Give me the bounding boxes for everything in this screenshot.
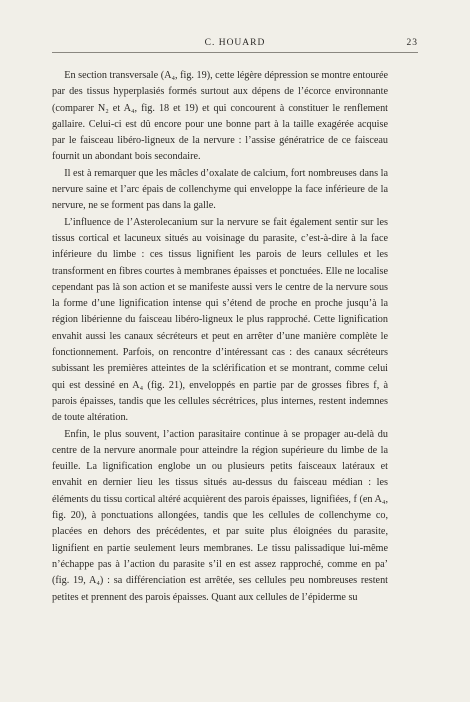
body-text [52, 68, 388, 606]
running-header [52, 38, 418, 53]
paragraph: En section transversale (A₄, fig. 19), cette légère dépression se montre entourée par des tissus hyperplasiés formés surtout aux dépens de l’écorce environnante (comparer N₂ et A₄, fig. 18 et 19) et qui concourent à constituer le renflement gallaire. Celui-ci est dû encore pour une bonne part à la taille exagérée acquise par le faisceau libéro-ligneux de la nervure : l’assise génératrice de ce faisceau fournit un abondant bois secondaire. [52, 70, 389, 163]
paragraph: Enfin, le plus souvent, l’action parasitaire continue à se propager au-delà du centre de la nervure anormale pour atteindre la région supérieure du limbe de la feuille. La lignification englobe un ou plusieurs petits faisceaux latéraux et envahit en dernier lieu les tissus situés au-dessus du faisceau médian : les éléments du tissu cortical altéré acquièrent des parois épaisses, lignifiées, f (en A₄, fig. 20), à ponctuations allongées, tandis que les cellules de collenchyme co, placées en dehors des précédentes, et par suite plus éloignées du parasite, lignifient en partie seulement leurs membranes. Le tissu palissadique lui-même n’échappe pas à l’action du parasite s’il en est assez rapproché, comme en pa’ (fig. 19, A₄) : sa différenciation est arrêtée, ses cellules peu nombreuses restent petites et prennent des parois épaisses. Quant aux cellules de l’épiderme su [52, 428, 388, 603]
paragraph: L’influence de l’Asterolecanium sur la nervure se fait également sentir sur les tissus cortical et lacuneux situés au voisinage du parasite, c’est-à-dire à la face inférieure du limbe : ces tissus lignifient les parois de leurs cellules et les transforment en fibres courtes à membranes épaisses et ponctuées. Elle ne localise cependant pas là son action et se manifeste aussi vers le centre de la nervure sous la forme d’une lignification intense qui s’étend de proche en proche jusqu’à la région libérienne du faisceau libéro-ligneux le plus rapproché. Cette lignification envahit aussi les canaux sécréteurs et peut en arrêter d’une manière complète le fonctionnement. Parfois, on rencontre d’intéressant cas : des canaux sécréteurs subissant les premières atteintes de la sclérification et se montrant, comme celui qui est dessiné en A₄ (fig. 21), enveloppés en partie par de grosses fibres f, à parois épaisses, tandis que les cellules sécrétrices, plus internes, restent indemnes de toute altération. [52, 216, 388, 424]
running-title: C. HOUARD [204, 38, 266, 48]
paragraph: Il est à remarquer que les mâcles d’oxalate de calcium, fort nombreuses dans la nervure saine et l’arc épais de collenchyme qui enveloppe la face inférieure de la nervure, ne se forment pas dans la galle. [52, 167, 388, 212]
page-number: 23 [406, 38, 418, 48]
